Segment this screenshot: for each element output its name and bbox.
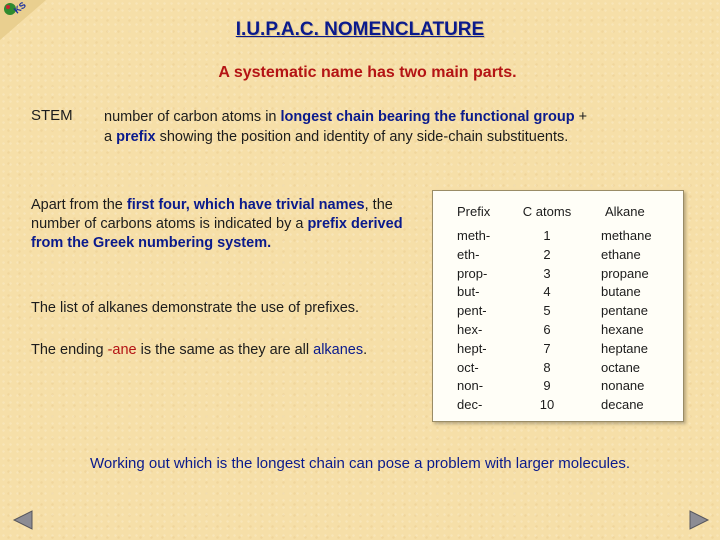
triangle-left-icon[interactable]	[12, 510, 34, 530]
para-text: Apart from the	[31, 197, 127, 213]
alkane-column	[601, 203, 652, 415]
table-cell-alkane: heptane	[601, 340, 648, 356]
table-cell-alkane: propane	[601, 265, 649, 281]
paragraph-list: The list of alkanes demonstrate the use of prefixes.	[31, 300, 360, 316]
subtitle: A systematic name has two main parts.	[218, 64, 517, 81]
table-cell-alkane: hexane	[601, 321, 644, 337]
paragraph-trivial-names	[31, 196, 411, 253]
ending-highlight: -ane	[107, 342, 137, 358]
table-cell-carbon: 5	[543, 303, 551, 319]
alkanes-highlight: alkanes	[313, 342, 364, 358]
para-highlight: first four, which have trivial names	[126, 197, 365, 213]
paragraph-ending	[31, 341, 411, 360]
stem-text-part: showing the position and identity of any side-chain substituents.	[155, 129, 569, 145]
stem-text-part: number of carbon atoms in	[104, 109, 281, 125]
table-cell-carbon: 9	[543, 378, 551, 394]
table-cell-alkane: octane	[601, 359, 641, 375]
para-text: , the number of carbons atoms is indicated by a	[31, 197, 393, 232]
table-cell-alkane: decane	[601, 397, 644, 413]
logo-text: KS	[11, 0, 28, 16]
table-cell-alkane: butane	[601, 284, 641, 300]
para-text: is the same as they are all	[136, 342, 314, 358]
table-cell-alkane: nonane	[601, 378, 645, 394]
page-title: I.U.P.A.C. NOMENCLATURE	[235, 19, 485, 40]
table-cell-carbon: 3	[543, 265, 551, 281]
table-cell-carbon: 4	[543, 284, 551, 300]
triangle-right-icon[interactable]	[688, 510, 710, 530]
table-cell-prefix: meth-	[457, 228, 491, 243]
prefix-highlight: prefix	[116, 129, 156, 145]
carbon-column	[519, 203, 575, 415]
stem-highlight: longest chain bearing the functional group	[280, 109, 575, 125]
stem-label: STEM	[31, 107, 73, 124]
table-cell-prefix: oct-	[457, 359, 479, 375]
table-cell-carbon: 2	[543, 246, 551, 262]
table-cell-carbon: 7	[543, 340, 551, 356]
table-cell-prefix: prop-	[457, 265, 488, 281]
table-cell-alkane: ethane	[601, 246, 641, 262]
para-text: The ending	[31, 342, 108, 358]
table-cell-prefix: but-	[457, 284, 480, 300]
table-cell-prefix: non-	[457, 378, 484, 394]
prefix-header: Prefix	[457, 204, 491, 219]
alkane-table	[432, 190, 684, 422]
table-cell-alkane: methane	[601, 228, 652, 243]
para-text: .	[363, 342, 368, 358]
table-cell-carbon: 10	[539, 397, 555, 413]
prefix-column	[457, 203, 490, 415]
stem-description	[104, 107, 704, 147]
table-cell-carbon: 8	[543, 359, 551, 375]
bottom-note: Working out which is the longest chain can pose a problem with larger molecules.	[90, 455, 630, 472]
stem-text-part: a	[104, 129, 117, 145]
alkane-header: Alkane	[605, 204, 645, 219]
table-cell-alkane: pentane	[601, 303, 648, 319]
stem-plus: +	[574, 109, 588, 125]
carbon-header: C atoms	[522, 204, 572, 219]
para-highlight: prefix derived from the Greek numbering system.	[31, 216, 403, 251]
table-cell-prefix: hept-	[457, 340, 487, 356]
table-cell-prefix: eth-	[457, 246, 480, 262]
table-cell-prefix: dec-	[457, 397, 483, 413]
table-cell-prefix: pent-	[457, 303, 487, 319]
table-cell-prefix: hex-	[457, 321, 483, 337]
table-cell-carbon: 6	[543, 321, 551, 337]
table-cell-carbon: 1	[543, 228, 551, 243]
